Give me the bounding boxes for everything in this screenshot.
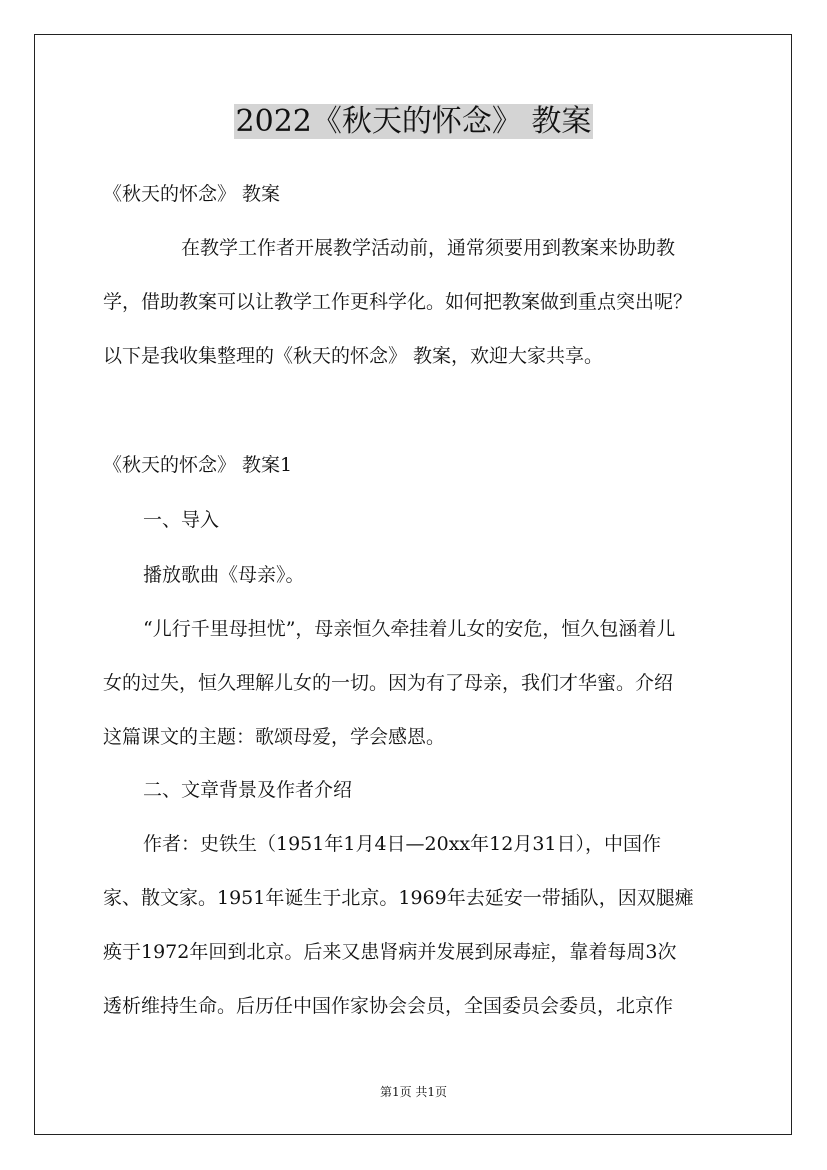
heading-introduction: 一、导入 (143, 509, 220, 531)
section-title: 《秋天的怀念》 教案1 (103, 454, 293, 476)
para-mother-line-3: 这篇课文的主题：歌颂母爱，学会感恩。 (103, 726, 446, 748)
intro-line-2: 学，借助教案可以让教学工作更科学化。如何把教案做到重点突出呢？ (103, 291, 693, 313)
para-mother-line-2: 女的过失，恒久理解儿女的一切。因为有了母亲，我们才华蜜。介绍 (103, 672, 674, 694)
heading-background: 二、文章背景及作者介绍 (143, 779, 353, 801)
page-footer: 第1页 共1页 (379, 1085, 448, 1099)
para-mother-line-1: “儿行千里母担忧”，母亲恒久牵挂着儿女的安危，恒久包涵着儿 (143, 618, 676, 640)
intro-line-3: 以下是我收集整理的《秋天的怀念》 教案，欢迎大家共享。 (103, 345, 604, 367)
document-title (0, 100, 827, 144)
para-author-line-2: 家、散文家。1951年诞生于北京。1969年去延安一带插队，因双腿瘫 (103, 887, 694, 909)
para-song: 播放歌曲《母亲》。 (143, 564, 305, 586)
document-subtitle: 《秋天的怀念》 教案 (103, 183, 281, 205)
document-title-text: 2022《秋天的怀念》 教案 (235, 104, 592, 139)
para-author-line-3: 痪于1972年回到北京。后来又患肾病并发展到尿毒症，靠着每周3次 (103, 941, 677, 963)
intro-line-1: 在教学工作者开展教学活动前，通常须要用到教案来协助教 (181, 237, 676, 259)
para-author-line-1: 作者：史铁生（1951年1月4日—20xx年12月31日），中国作 (143, 833, 661, 855)
para-author-line-4: 透析维持生命。后历任中国作家协会会员，全国委员会委员，北京作 (103, 995, 674, 1017)
